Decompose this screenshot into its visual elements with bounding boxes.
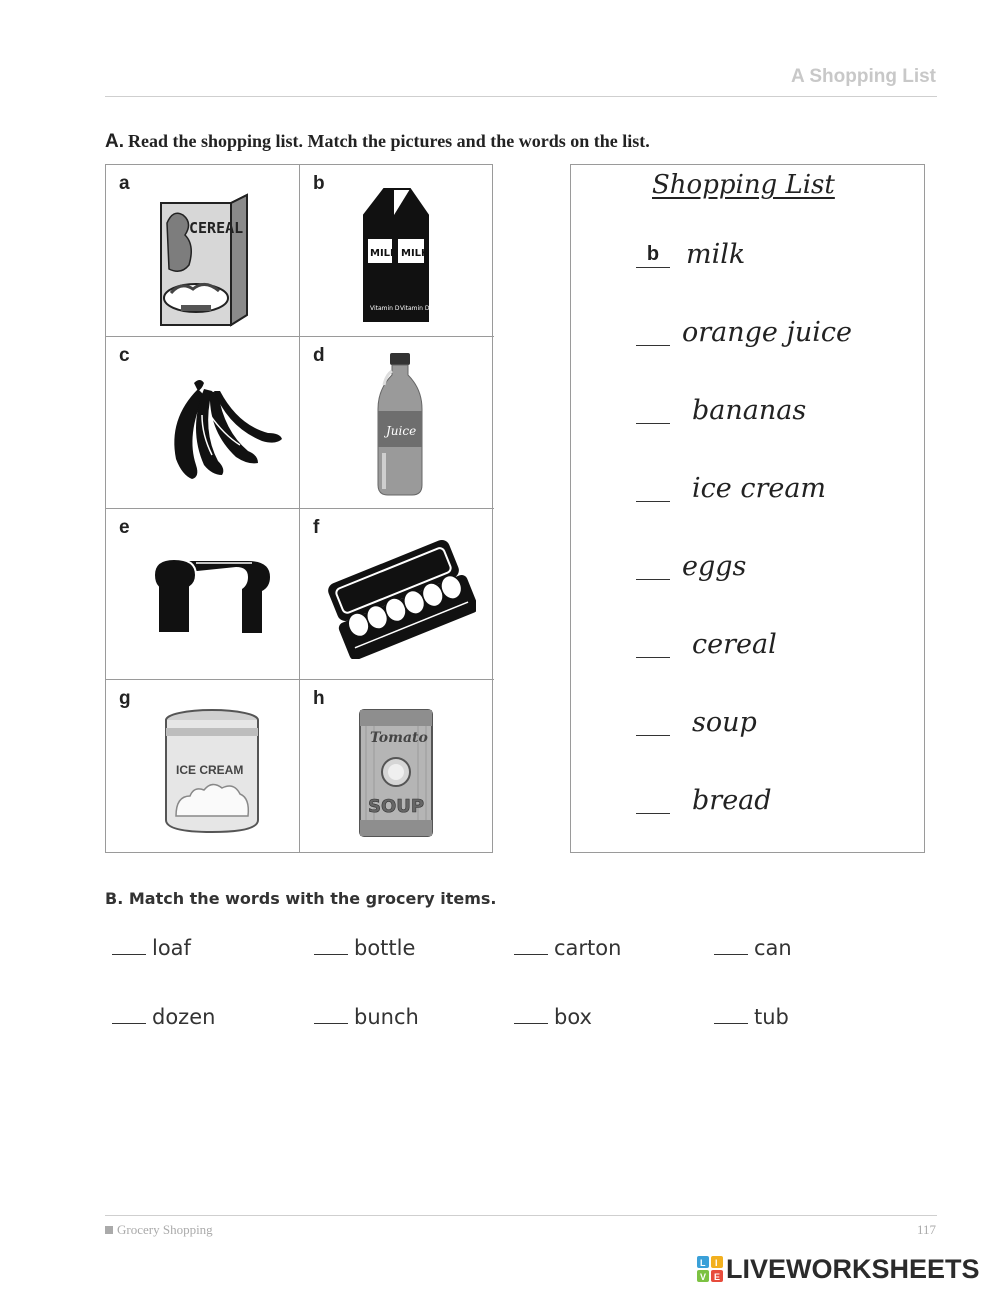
shopping-list-title: Shopping List: [652, 170, 835, 200]
egg-carton-icon: [326, 539, 476, 659]
milk-vitamin-right: Vitamin D: [400, 305, 430, 312]
section-a-instruction: [105, 131, 650, 153]
liveworksheets-logo-icon: [697, 1256, 723, 1282]
milk-label-left: MILK: [370, 248, 398, 259]
match-blank[interactable]: [112, 1021, 146, 1024]
match-word: bunch: [354, 1005, 419, 1029]
picture-letter: h: [313, 688, 325, 710]
footer-section-label: Grocery Shopping: [117, 1222, 213, 1237]
match-blank[interactable]: [514, 1021, 548, 1024]
list-word: eggs: [682, 551, 747, 582]
match-word: dozen: [152, 1005, 216, 1029]
match-blank[interactable]: [714, 1021, 748, 1024]
answer-blank[interactable]: [636, 319, 670, 346]
picture-grid: [105, 164, 493, 853]
answer-blank[interactable]: [636, 631, 670, 658]
match-word: carton: [554, 936, 622, 960]
list-item: [636, 782, 906, 816]
match-item: [314, 936, 415, 964]
list-word: milk: [686, 239, 746, 270]
logo-letter: L: [700, 1258, 706, 1268]
match-item: [314, 1005, 419, 1033]
picture-letter: e: [119, 516, 130, 538]
match-word: bottle: [354, 936, 416, 960]
match-blank[interactable]: [314, 952, 348, 955]
milk-carton-icon: [356, 185, 436, 325]
footer-section: [105, 1222, 213, 1238]
list-item: [636, 392, 906, 426]
match-item: [112, 1005, 215, 1033]
cereal-box-icon: [151, 193, 251, 333]
header-rule: [105, 96, 937, 97]
match-blank[interactable]: [514, 952, 548, 955]
bananas-icon: [154, 375, 284, 485]
section-a-text: Read the shopping list. Match the pictures and the words on the list.: [128, 131, 650, 151]
match-blank[interactable]: [714, 952, 748, 955]
picture-cell-h: [300, 680, 494, 852]
match-item: [112, 936, 191, 964]
ice-cream-label: ICE CREAM: [176, 763, 244, 778]
match-word: can: [754, 936, 792, 960]
list-word: ice cream: [692, 473, 827, 504]
picture-letter: b: [313, 173, 325, 194]
soup-tomato-label: Tomato: [370, 730, 428, 747]
ice-cream-tub-icon: [162, 706, 262, 836]
picture-cell-e: [106, 509, 300, 681]
picture-letter: c: [119, 344, 130, 366]
list-item: [636, 548, 906, 582]
match-blank[interactable]: [112, 952, 146, 955]
logo-letter: V: [700, 1272, 707, 1282]
picture-cell-d: [300, 337, 494, 509]
picture-letter: a: [119, 173, 130, 194]
juice-bottle-icon: [370, 349, 430, 499]
juice-label: Juice: [386, 423, 417, 438]
match-item: [514, 1005, 592, 1033]
list-word: cereal: [692, 629, 777, 660]
list-item: [636, 236, 906, 270]
picture-cell-a: [106, 165, 300, 337]
cereal-box-label: CEREAL: [189, 219, 244, 237]
list-word: bananas: [692, 395, 807, 426]
match-blank[interactable]: [314, 1021, 348, 1024]
list-word: orange juice: [682, 317, 852, 348]
picture-cell-b: [300, 165, 494, 337]
match-word: tub: [754, 1005, 789, 1029]
list-item: [636, 704, 906, 738]
section-b-instruction: B. Match the words with the grocery items.: [105, 889, 497, 908]
logo-letter: E: [714, 1272, 721, 1282]
answer-blank[interactable]: [636, 553, 670, 580]
picture-letter: g: [119, 688, 131, 710]
match-item: [714, 1005, 789, 1033]
answer-blank[interactable]: [636, 397, 670, 424]
soup-can-icon: [356, 708, 436, 838]
picture-letter: f: [313, 516, 320, 538]
answer-blank[interactable]: [636, 787, 670, 814]
picture-letter: d: [313, 344, 325, 366]
liveworksheets-brand[interactable]: [697, 1254, 980, 1284]
milk-vitamin-left: Vitamin D: [370, 305, 400, 312]
answer-blank[interactable]: [636, 475, 670, 502]
list-word: soup: [692, 707, 757, 738]
footer-square-icon: [105, 1226, 113, 1234]
bread-loaf-icon: [148, 553, 278, 643]
list-word: bread: [692, 785, 772, 816]
match-item: [514, 936, 621, 964]
page-header-title: A Shopping List: [791, 66, 936, 87]
list-item: [636, 470, 906, 504]
footer-rule: [105, 1215, 937, 1216]
answer-blank[interactable]: b: [636, 241, 670, 268]
list-item: [636, 626, 906, 660]
soup-label: SOUP: [368, 796, 425, 818]
brand-name: LIVEWORKSHEETS: [726, 1253, 980, 1284]
picture-cell-g: [106, 680, 300, 852]
picture-cell-f: [300, 509, 494, 681]
match-word: box: [554, 1005, 592, 1029]
picture-cell-c: [106, 337, 300, 509]
page-number: 117: [916, 1222, 936, 1237]
list-item: [636, 314, 906, 348]
section-a-label: A.: [105, 131, 124, 152]
milk-label-right: MILK: [401, 248, 429, 259]
match-item: [714, 936, 792, 964]
logo-letter: I: [715, 1258, 718, 1268]
match-word: loaf: [152, 936, 191, 960]
answer-blank[interactable]: [636, 709, 670, 736]
